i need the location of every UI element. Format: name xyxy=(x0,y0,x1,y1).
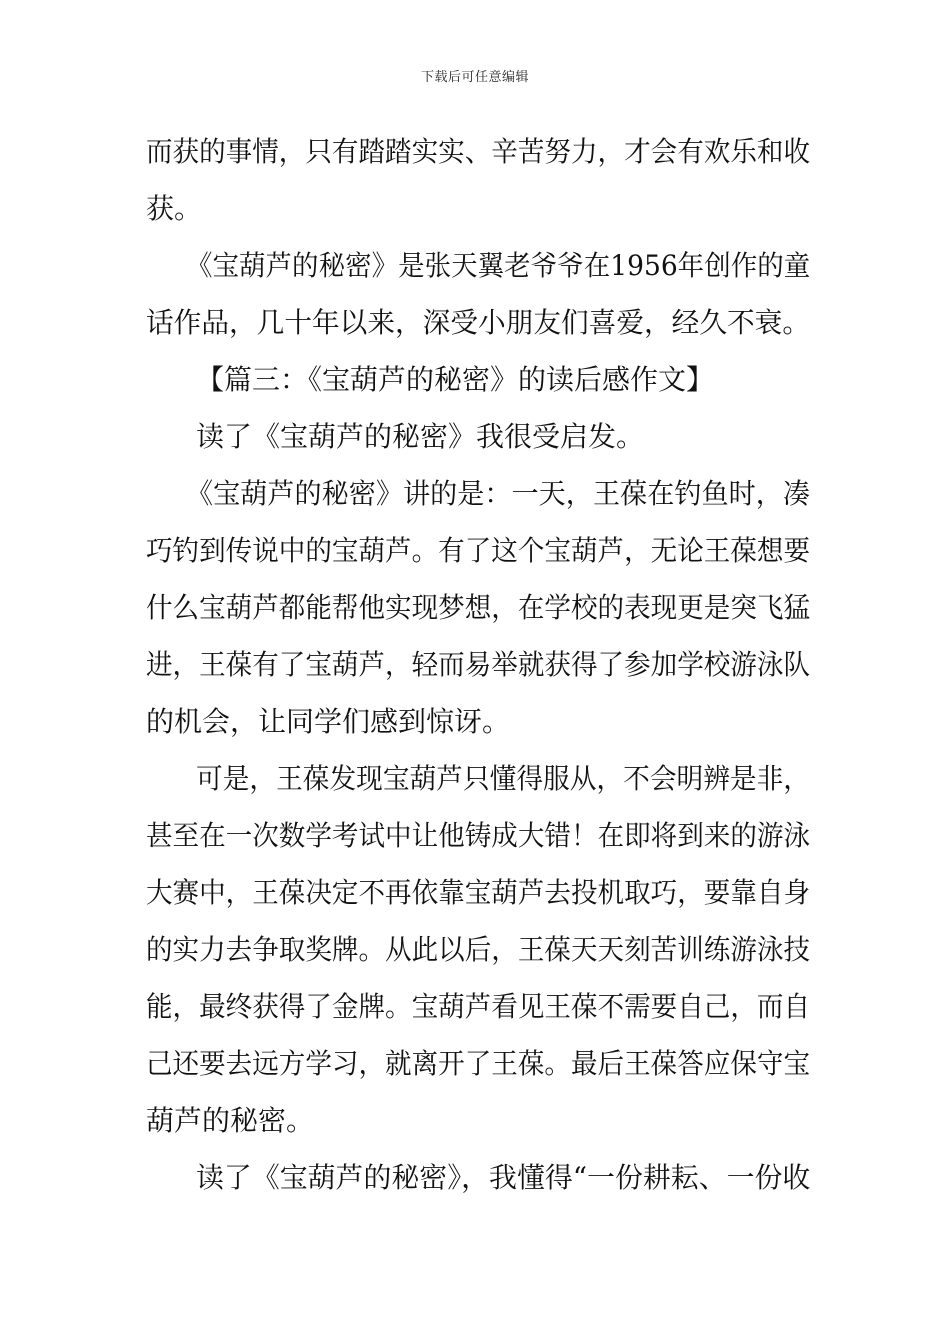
section-heading: 【篇三：《宝葫芦的秘密》的读后感作文】 xyxy=(196,363,715,396)
text-line: 巧钓到传说中的宝葫芦。有了这个宝葫芦，无论王葆想要 xyxy=(146,534,811,567)
text-line: 大赛中，王葆决定不再依靠宝葫芦去投机取巧，要靠自身 xyxy=(146,876,811,909)
text-line: 《宝葫芦的秘密》是张天翼老爷爷在1956年创作的童 xyxy=(186,249,811,282)
text-line: 的实力去争取奖牌。从此以后，王葆天天刻苦训练游泳技 xyxy=(146,933,811,966)
text-line: 葫芦的秘密。 xyxy=(146,1104,315,1137)
text-line: 话作品，几十年以来，深受小朋友们喜爱，经久不衰。 xyxy=(146,306,811,339)
page-header: 下载后可任意编辑 xyxy=(420,70,529,85)
text-line: 什么宝葫芦都能帮他实现梦想，在学校的表现更是突飞猛 xyxy=(146,591,811,624)
text-line: 可是，王葆发现宝葫芦只懂得服从，不会明辨是非， xyxy=(196,762,811,795)
text-line: 读了《宝葫芦的秘密》，我懂得“一份耕耘、一份收 xyxy=(196,1161,811,1194)
text-line: 能，最终获得了金牌。宝葫芦看见王葆不需要自己，而自 xyxy=(146,990,811,1023)
text-line: 而获的事情，只有踏踏实实、辛苦努力，才会有欢乐和收 xyxy=(146,135,811,168)
text-line: 进，王葆有了宝葫芦，轻而易举就获得了参加学校游泳队 xyxy=(146,648,811,681)
text-line: 甚至在一次数学考试中让他铸成大错！在即将到来的游泳 xyxy=(146,819,811,852)
text-line: 己还要去远方学习，就离开了王葆。最后王葆答应保守宝 xyxy=(146,1047,811,1080)
text-line: 《宝葫芦的秘密》讲的是：一天，王葆在钓鱼时，凑 xyxy=(186,477,810,510)
text-line: 获。 xyxy=(146,192,203,225)
text-line: 的机会，让同学们感到惊讶。 xyxy=(146,705,511,738)
text-line: 读了《宝葫芦的秘密》我很受启发。 xyxy=(196,420,645,453)
